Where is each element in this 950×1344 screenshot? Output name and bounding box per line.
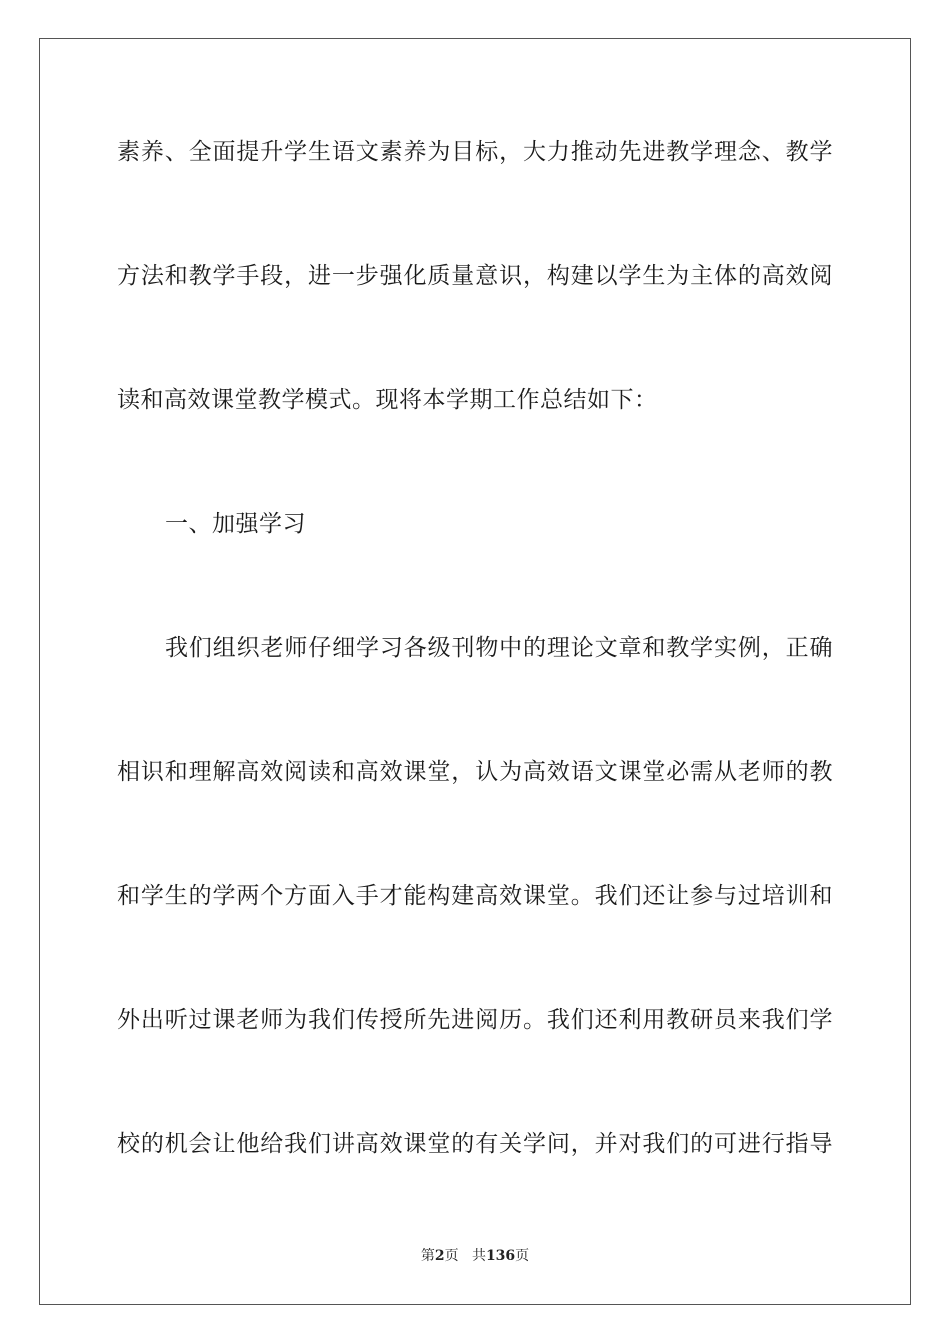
paragraph-line: 和学生的学两个方面入手才能构建高效课堂。我们还让参与过培训和 bbox=[117, 883, 833, 909]
page-suffix: 页 bbox=[444, 1248, 459, 1264]
page-number: 2 bbox=[434, 1248, 445, 1264]
page-prefix: 第 bbox=[420, 1248, 435, 1264]
page-footer bbox=[0, 1247, 950, 1265]
paragraph-line: 读和高效课堂教学模式。现将本学期工作总结如下： bbox=[117, 387, 658, 413]
paragraph-line: 外出听过课老师为我们传授所先进阅历。我们还利用教研员来我们学 bbox=[117, 1007, 833, 1033]
paragraph-line: 相识和理解高效阅读和高效课堂，认为高效语文课堂必需从老师的教 bbox=[117, 759, 833, 785]
paragraph-line: 方法和教学手段，进一步强化质量意识，构建以学生为主体的高效阅 bbox=[117, 263, 833, 289]
paragraph-line: 校的机会让他给我们讲高效课堂的有关学问，并对我们的可进行指导 bbox=[117, 1131, 833, 1157]
paragraph-line: 素养、全面提升学生语文素养为目标，大力推动先进教学理念、教学 bbox=[117, 139, 833, 165]
paragraph-line: 我们组织老师仔细学习各级刊物中的理论文章和教学实例，正确 bbox=[165, 635, 833, 661]
total-prefix: 共 bbox=[471, 1248, 486, 1264]
total-pages: 136 bbox=[485, 1248, 516, 1264]
page-border bbox=[39, 38, 911, 1305]
total-suffix: 页 bbox=[515, 1248, 530, 1264]
section-heading: 一、加强学习 bbox=[165, 511, 306, 537]
